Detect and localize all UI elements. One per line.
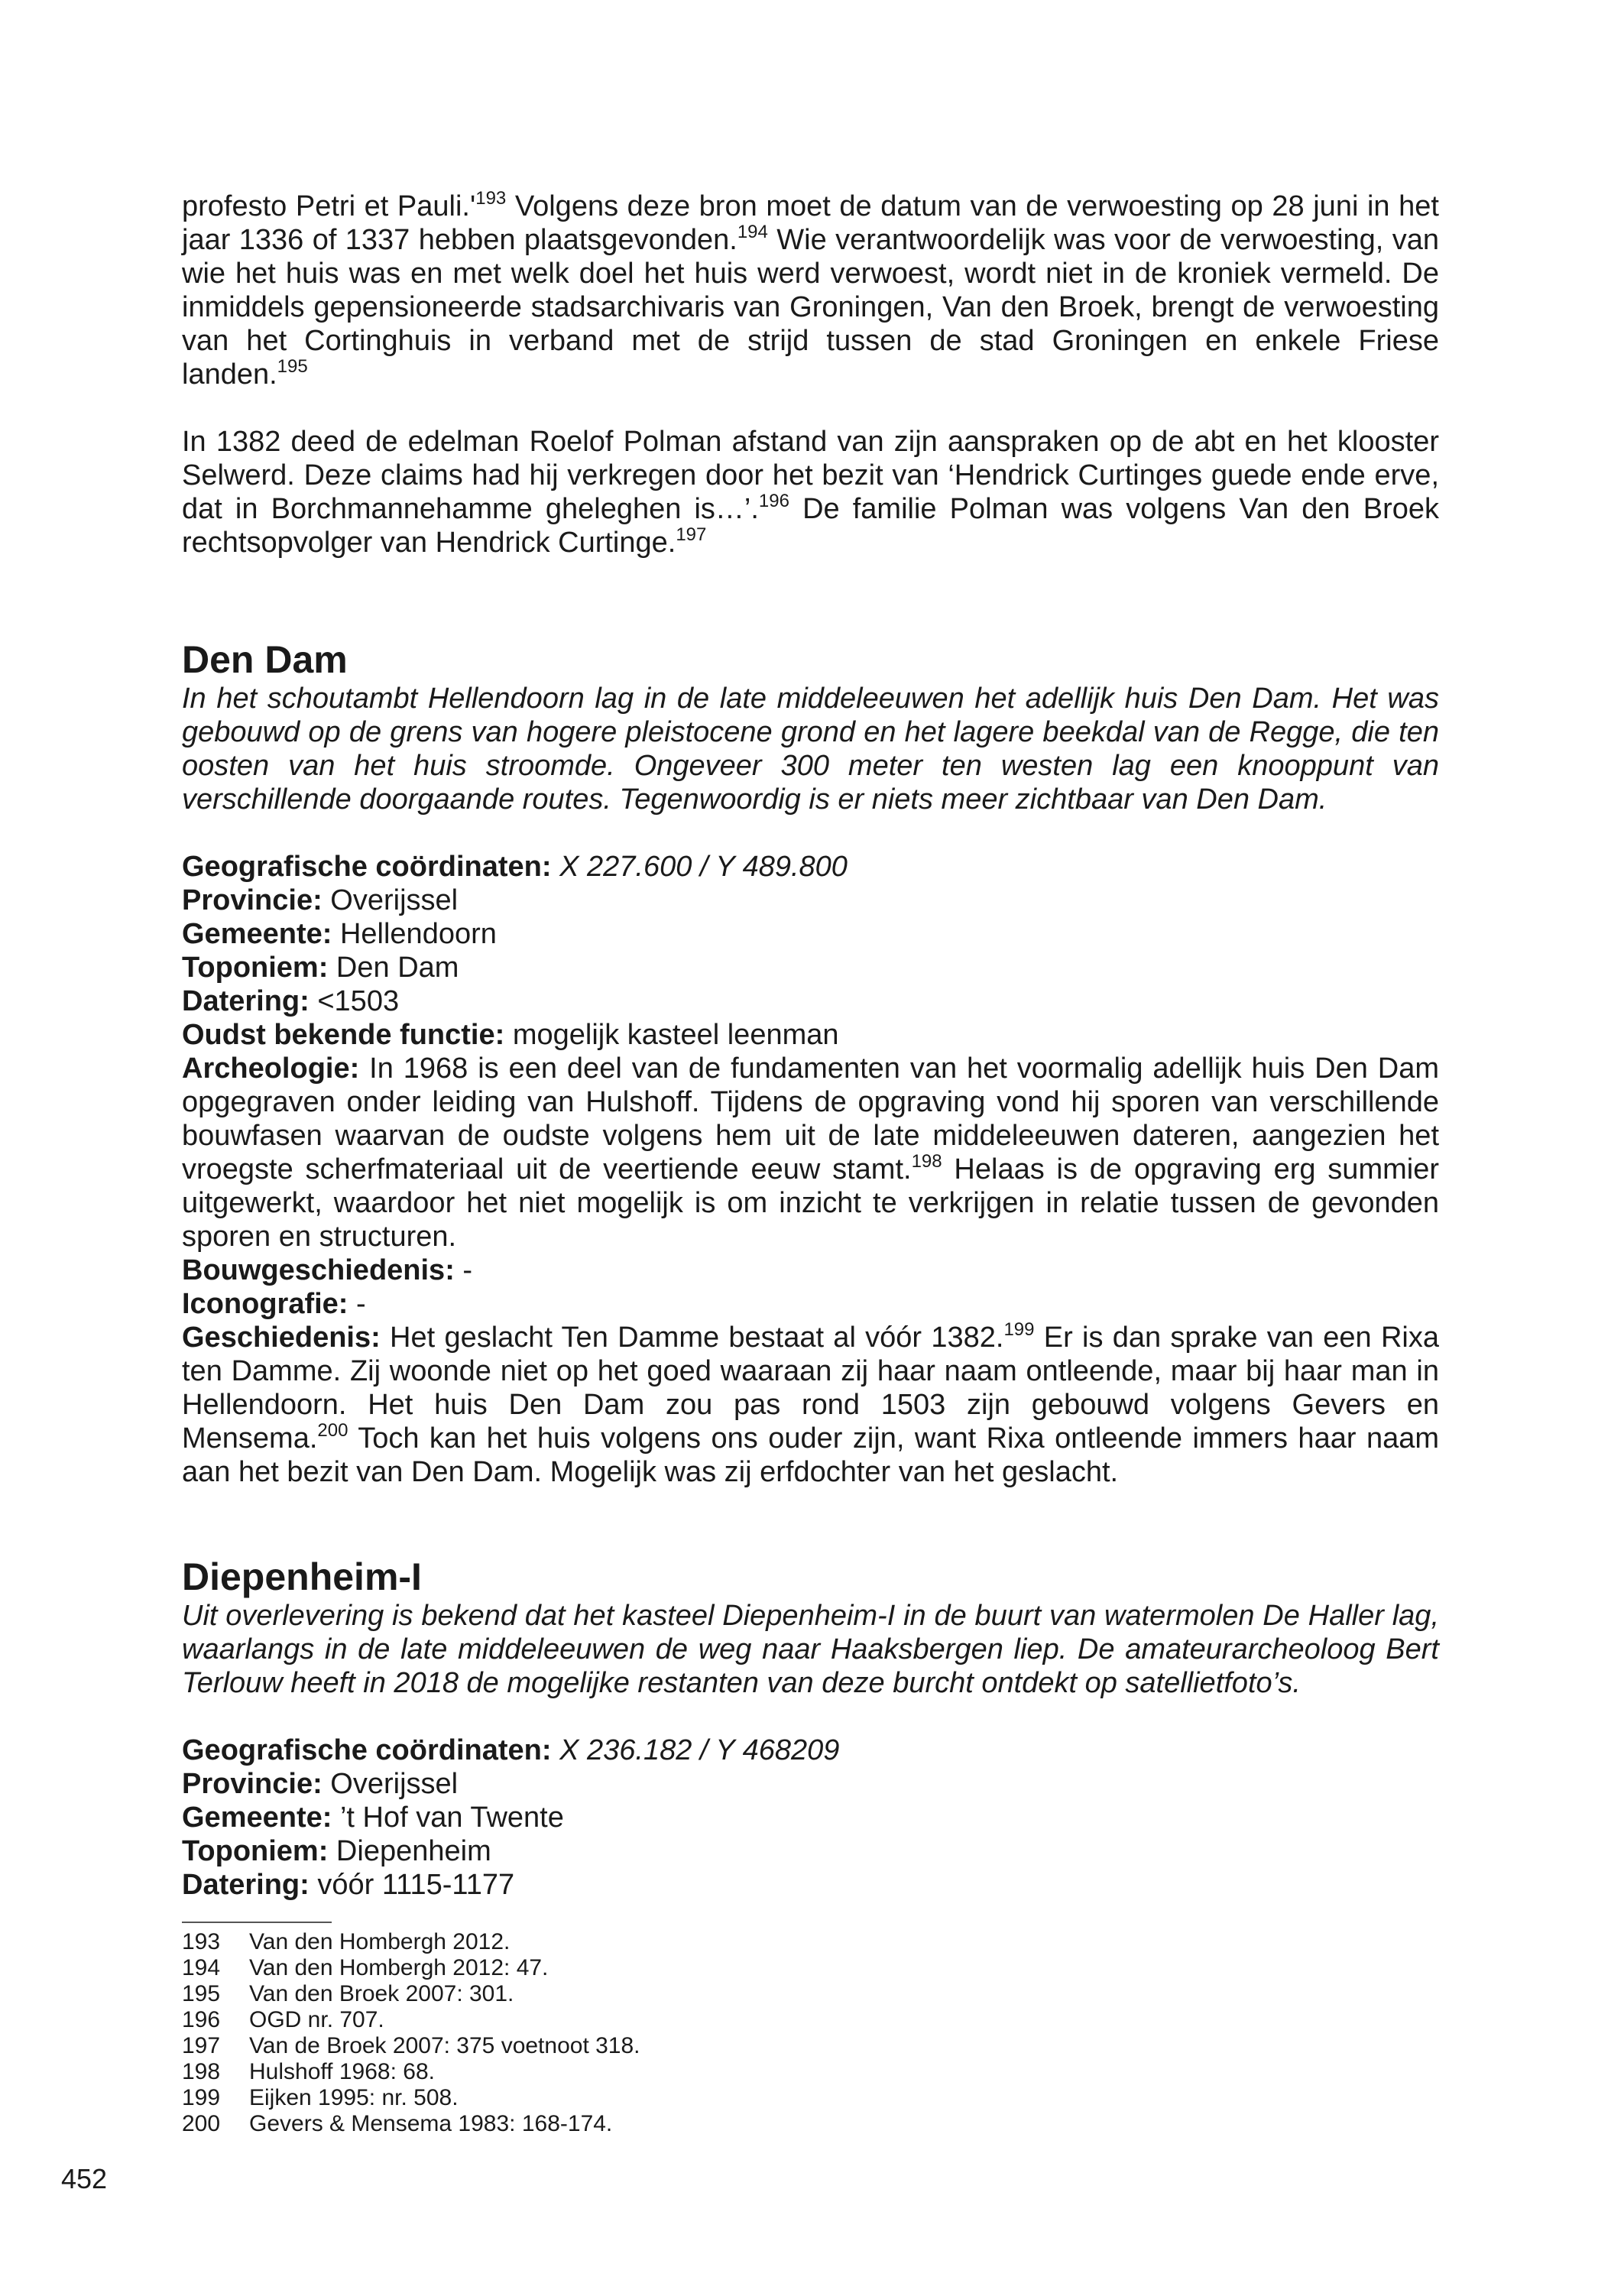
field-toponym: Toponiem: Den Dam <box>182 952 459 984</box>
footnote-ref[interactable]: 198 <box>911 1151 942 1172</box>
field-dating: Datering: vóór 1115-1177 <box>182 1869 515 1901</box>
footnote: 197 Van de Broek 2007: 375 voetnoot 318. <box>182 2033 640 2058</box>
field-function: Oudst bekende functie: mogelijk kasteel leenman <box>182 1019 839 1051</box>
field-dating: Datering: <1503 <box>182 985 400 1017</box>
field-building-history: Bouwgeschiedenis: - <box>182 1254 473 1286</box>
section-title-den-dam: Den Dam <box>182 638 348 681</box>
field-municipality: Gemeente: Hellendoorn <box>182 918 497 950</box>
field-history: Geschiedenis: Het geslacht Ten Damme bestaat al vóór 1382.$^{199}$ Er is dan sprake van een Rixa ten Damme. Zij woonde niet op het goed waaraan zij haar naam ontleende, maar bij haar man in Hellendoorn. Het huis Den Dam zou pas rond 1503 zijn gebouwd volgens Gevers en Mensema.$^{200}$ Toch kan het huis volgens ons ouder zijn, want Rixa ontleende immers haar naam aan het bezit van Den Dam. Mogelijk was zij erfdochter van het geslacht. <box>182 1319 1439 1488</box>
footnote-ref[interactable]: 193 <box>475 188 507 209</box>
field-coordinates: Geografische coördinaten: X 227.600 / Y 489.800 <box>182 851 848 883</box>
footnote: 194 Van den Hombergh 2012: 47. <box>182 1955 549 1980</box>
footnote: 193 Van den Hombergh 2012. <box>182 1929 511 1954</box>
field-province: Provincie: Overijssel <box>182 1768 459 1800</box>
footnote: 195 Van den Broek 2007: 301. <box>182 1981 514 2006</box>
footnote-ref[interactable]: 199 <box>1003 1319 1035 1340</box>
field-municipality: Gemeente: ’t Hof van Twente <box>182 1802 564 1834</box>
page-number: 452 <box>61 2163 108 2194</box>
field-iconography: Iconografie: - <box>182 1288 366 1320</box>
field-toponym: Toponiem: Diepenheim <box>182 1835 491 1867</box>
footnote-ref[interactable]: 200 <box>317 1420 348 1441</box>
footnote: 200 Gevers & Mensema 1983: 168-174. <box>182 2111 613 2136</box>
field-coordinates: Geografische coördinaten: X 236.182 / Y 468209 <box>182 1734 840 1766</box>
section-intro-den-dam: In het schoutambt Hellendoorn lag in de late middeleeuwen het adellijk huis Den Dam. Het was gebouwd op de grens van hogere pleistocene grond en het lagere beekdal van de Regge, die ten oosten van het huis stroomde. Ongeveer 300 meter ten westen lag een knooppunt van verschillende doorgaande routes. Tegenwoordig is er niets meer zichtbaar van Den Dam. <box>182 683 1439 816</box>
footnotes <box>182 1929 1439 2137</box>
field-archaeology: Archeologie: In 1968 is een deel van de fundamenten van het voormalig adellijk huis Den Dam opgegraven onder leiding van Hulshoff. Tijdens de opgraving vond hij sporen van verschillende bouwfasen waarvan de oudste volgens hem uit de late middeleeuwen dateren, aangezien het vroegste scherfmateriaal uit de veertiende eeuw stamt.$^{198}$ Helaas is de opgraving erg summier uitgewerkt, waardoor het niet mogelijk is om inzicht te verkrijgen in relatie tussen de gevonden sporen en structuren. <box>182 1052 1439 1253</box>
field-province: Provincie: Overijssel <box>182 884 459 916</box>
footnote: 196 OGD nr. 707. <box>182 2007 384 2032</box>
section-title-diepenheim: Diepenheim-I <box>182 1555 422 1598</box>
footnote-divider <box>182 1922 332 1923</box>
footnote: 198 Hulshoff 1968: 68. <box>182 2059 435 2084</box>
diepenheim-fields <box>182 1734 1439 1902</box>
body-paragraph-1: profesto Petri et $Pauli.'^{193}$ Volgens deze bron moet de datum van de verwoesting op 28 juni in het jaar 1336 of 1337 hebben plaatsgevonden.$^{194}$ Wie verantwoordelijk was voor de verwoesting, van wie het huis was en met welk doel het huis werd verwoest, wordt niet in de kroniek vermeld. De inmiddels gepensioneerde stadsarchivaris van Groningen, Van den Broek, brengt de verwoesting van het Cortinghuis in verband met de strijd tussen de stad Groningen en enkele Friese landen.$^{195}$ <box>182 188 1439 391</box>
footnote-ref[interactable]: 195 <box>277 356 308 377</box>
page-content <box>182 190 1439 2137</box>
den-dam-fields <box>182 850 1439 1489</box>
footnote-ref[interactable]: 196 <box>758 491 789 511</box>
body-paragraph-2: In 1382 deed de edelman Roelof Polman afstand van zijn aanspraken op de abt en het klooster Selwerd. Deze claims had hij verkregen door het bezit van ‘Hendrick Curtinges guede ende erve, dat in Borchmannehamme gheleghen is…’.$^{196}$ De familie Polman was volgens Van den Broek rechtsopvolger van Hendrick Curtinge.$^{197}$ <box>182 426 1439 559</box>
footnote-ref[interactable]: 194 <box>737 222 768 242</box>
footnote-ref[interactable]: 197 <box>676 524 707 545</box>
section-intro-diepenheim: Uit overlevering is bekend dat het kasteel Diepenheim-I in de buurt van watermolen De Haller lag, waarlangs in de late middeleeuwen de weg naar Haaksbergen liep. De amateurarcheoloog Bert Terlouw heeft in 2018 de mogelijke restanten van deze burcht ontdekt op satellietfoto’s. <box>182 1600 1439 1699</box>
footnote: 199 Eijken 1995: nr. 508. <box>182 2085 459 2110</box>
